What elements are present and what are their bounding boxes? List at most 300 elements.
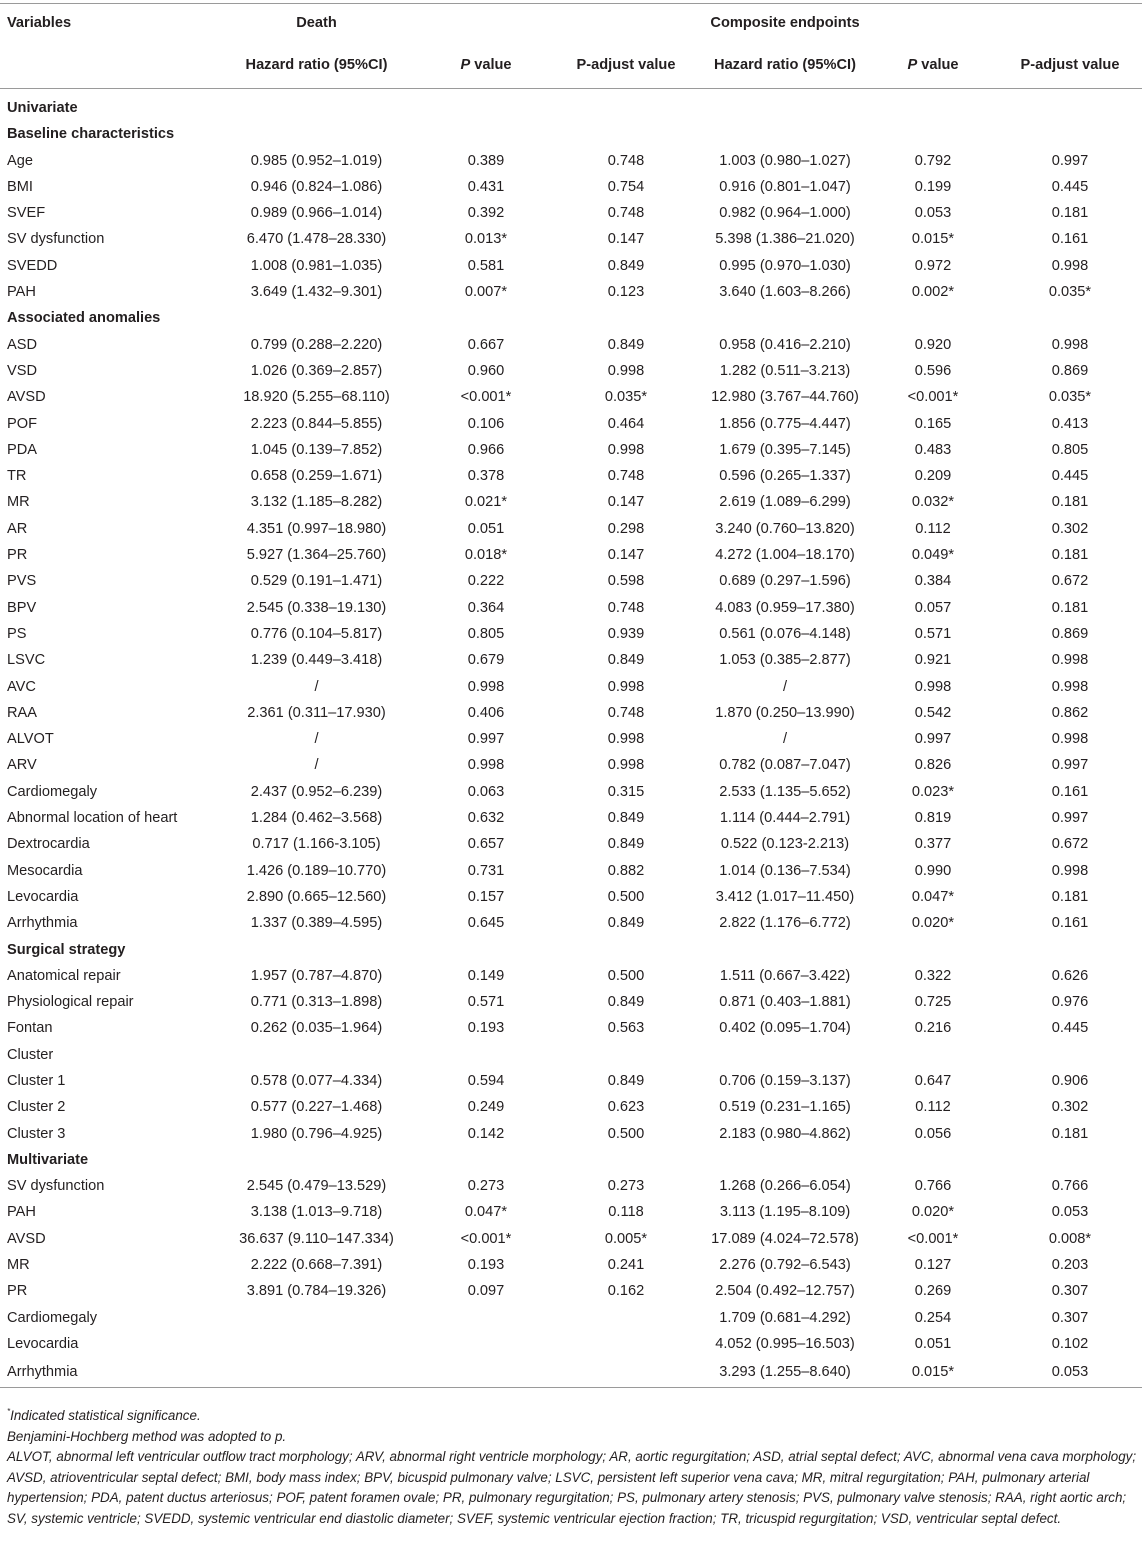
p-italic: P [460, 57, 471, 73]
death-hr-header: Hazard ratio (95%CI) [211, 42, 422, 89]
value-cell: 0.998 [467, 757, 505, 774]
variable-cell: SV dysfunction [7, 231, 105, 248]
value-cell: 2.890 (0.665–12.560) [246, 888, 387, 905]
value-cell: 4.351 (0.997–18.980) [246, 520, 387, 537]
table-row [0, 253, 1142, 279]
footnote-mark: * [7, 1407, 11, 1416]
value-cell: 0.706 (0.159–3.137) [719, 1072, 851, 1089]
section-label: Associated anomalies [7, 310, 161, 327]
value-cell: 0.869 [1051, 625, 1089, 642]
value-cell: 0.118 [608, 1204, 644, 1221]
death-padj-header: P-adjust value [550, 42, 702, 89]
death-header: Death [211, 4, 422, 43]
value-cell: 0.097 [467, 1283, 505, 1300]
value-cell: 0.162 [607, 1283, 645, 1300]
value-cell: 6.470 (1.478–28.330) [246, 231, 387, 248]
composite-padj-header: P-adjust value [998, 42, 1142, 89]
table-row [0, 332, 1142, 358]
value-cell: 0.389 [467, 152, 505, 169]
value-cell: 0.920 [914, 336, 952, 353]
value-cell: 0.990 [914, 862, 952, 879]
table-row [0, 910, 1142, 936]
value-cell: 0.165 [914, 415, 952, 432]
value-cell [211, 1305, 422, 1331]
header-row-groups [0, 4, 1142, 43]
variable-cell: Arrhythmia [7, 915, 78, 932]
section-row [0, 937, 1142, 963]
value-cell: 0.826 [914, 757, 952, 774]
value-cell: 0.053 [998, 1357, 1142, 1388]
section-row [0, 305, 1142, 331]
value-cell: 0.020* [911, 1204, 955, 1221]
value-cell: 0.849 [607, 257, 645, 274]
value-cell: 1.870 (0.250–13.990) [715, 704, 855, 721]
variable-cell: ALVOT [7, 731, 54, 748]
value-cell: 1.014 (0.136–7.534) [719, 862, 851, 879]
value-cell: 2.437 (0.952–6.239) [250, 783, 383, 800]
variable-cell: Mesocardia [7, 862, 83, 879]
section-row [0, 1147, 1142, 1173]
table-row [0, 805, 1142, 831]
value-cell: 0.799 (0.288–2.220) [250, 336, 383, 353]
variable-cell: Cluster 2 [7, 1099, 66, 1116]
value-cell: 3.293 (1.255–8.640) [702, 1357, 868, 1388]
section-row [0, 121, 1142, 147]
variable-cell: Cluster [7, 1046, 54, 1063]
table-row [0, 542, 1142, 568]
value-cell: 0.998 [1051, 652, 1089, 669]
value-cell: 0.123 [607, 284, 645, 301]
value-cell: 0.849 [607, 336, 645, 353]
variable-cell: PR [7, 1283, 28, 1300]
value-cell: 2.222 (0.668–7.391) [250, 1257, 383, 1274]
variable-cell: ARV [7, 757, 37, 774]
value-cell [550, 1042, 702, 1068]
value-cell: 0.819 [914, 810, 952, 827]
value-cell: 0.254 [914, 1309, 952, 1326]
value-cell: 0.645 [467, 915, 505, 932]
value-cell: 0.563 [607, 1020, 645, 1037]
value-cell: 1.709 (0.681–4.292) [719, 1309, 851, 1326]
variable-cell: RAA [7, 704, 38, 721]
value-cell: 0.626 [1051, 967, 1089, 984]
value-cell: 2.545 (0.479–13.529) [246, 1178, 387, 1195]
value-cell: / [314, 731, 319, 748]
value-cell: 0.377 [914, 836, 952, 853]
value-cell: 0.998 [607, 441, 645, 458]
table-row [0, 674, 1142, 700]
value-cell: 0.679 [467, 652, 505, 669]
value-cell: 0.594 [467, 1072, 505, 1089]
value-cell [422, 1042, 550, 1068]
value-cell [211, 1042, 422, 1068]
value-cell: 0.249 [467, 1099, 505, 1116]
value-cell: 0.020* [911, 915, 955, 932]
value-cell: 0.997 [1051, 152, 1089, 169]
value-cell: 2.361 (0.311–17.930) [247, 704, 386, 721]
value-cell: 0.018* [464, 547, 508, 564]
value-cell: 0.307 [1051, 1309, 1089, 1326]
value-cell: 2.545 (0.338–19.130) [246, 599, 387, 616]
table-row [0, 1094, 1142, 1120]
value-cell: 0.035* [1048, 284, 1092, 301]
value-cell: 36.637 (9.110–147.334) [239, 1230, 394, 1247]
value-cell: 0.748 [607, 468, 645, 485]
variable-cell: PDA [7, 441, 38, 458]
value-cell: 0.882 [607, 862, 645, 879]
value-cell: 0.413 [1051, 415, 1089, 432]
value-cell: 0.577 (0.227–1.468) [250, 1099, 383, 1116]
value-cell: 0.998 [467, 678, 505, 695]
variable-cell: LSVC [7, 652, 46, 669]
value-cell: 0.157 [467, 888, 505, 905]
value-cell: 0.053 [914, 205, 952, 222]
table-row [0, 411, 1142, 437]
value-cell: 0.112 [915, 520, 951, 537]
value-cell: 0.181 [1051, 494, 1089, 511]
value-cell: 2.619 (1.089–6.299) [719, 494, 851, 511]
variables-header: Variables [0, 4, 211, 43]
value-cell: / [314, 678, 319, 695]
value-cell: 0.805 [1051, 441, 1089, 458]
value-cell: 0.748 [607, 205, 645, 222]
value-cell: 0.998 [607, 362, 645, 379]
value-cell: 0.302 [1051, 520, 1089, 537]
value-cell: 0.193 [467, 1020, 505, 1037]
variable-cell: ASD [7, 336, 38, 353]
value-cell: 0.013* [464, 231, 508, 248]
value-cell: 0.849 [607, 994, 645, 1011]
value-cell: 2.183 (0.980–4.862) [719, 1125, 851, 1142]
value-cell: 0.598 [607, 573, 645, 590]
value-cell: 0.063 [467, 783, 505, 800]
variable-cell: Anatomical repair [7, 967, 121, 984]
table-row [0, 200, 1142, 226]
value-cell: 0.241 [607, 1257, 645, 1274]
variable-cell: AVSD [7, 389, 46, 406]
value-cell: 0.445 [1051, 178, 1089, 195]
value-cell: 0.519 (0.231–1.165) [719, 1099, 851, 1116]
table-row [0, 148, 1142, 174]
value-cell: 0.181 [1051, 1125, 1089, 1142]
value-cell: 0.985 (0.952–1.019) [250, 152, 383, 169]
value-cell: 1.282 (0.511–3.213) [719, 362, 851, 379]
variable-cell: PR [7, 547, 28, 564]
value-cell: 0.112 [915, 1099, 951, 1116]
value-cell: 0.008* [1048, 1230, 1092, 1247]
value-cell: 0.939 [607, 625, 645, 642]
value-cell: 3.113 (1.195–8.109) [719, 1204, 851, 1221]
value-cell: 0.725 [914, 994, 952, 1011]
variable-cell: Cardiomegaly [7, 1309, 98, 1326]
variable-cell: BMI [7, 178, 33, 195]
value-cell [550, 1331, 702, 1357]
value-cell: 0.161 [1051, 783, 1089, 800]
value-cell: 0.161 [1051, 915, 1089, 932]
value-cell: 0.997 [914, 731, 952, 748]
table-row [0, 568, 1142, 594]
value-cell: 0.766 [914, 1178, 952, 1195]
value-cell: 0.384 [914, 573, 952, 590]
value-cell: 0.748 [607, 599, 645, 616]
value-cell: 0.315 [607, 783, 645, 800]
value-cell: 0.792 [914, 152, 952, 169]
table-row [0, 595, 1142, 621]
value-cell: 0.998 [914, 678, 952, 695]
value-cell: 0.203 [1051, 1257, 1089, 1274]
table-row [0, 384, 1142, 410]
variable-cell: VSD [7, 362, 38, 379]
value-cell: 0.667 [467, 336, 505, 353]
variable-cell: AVC [7, 678, 36, 695]
value-cell: 0.581 [467, 257, 505, 274]
table-row [0, 989, 1142, 1015]
table-row [0, 358, 1142, 384]
variable-cell: Age [7, 152, 33, 169]
value-cell: 2.504 (0.492–12.757) [715, 1283, 855, 1300]
table-row [0, 858, 1142, 884]
variable-cell: Cluster 1 [7, 1072, 66, 1089]
value-cell: 0.571 [467, 994, 505, 1011]
variable-cell: POF [7, 415, 37, 432]
variable-cell: PAH [7, 284, 36, 301]
footnote-abbreviations: ALVOT, abnormal left ventricular outflow tract morphology; ARV, abnormal right ventricle morphology; AR, aortic regurgitation; ASD, atrial septal defect; AVC, abnormal vena cava morphology; AVSD, atrioventricular septal defect; BMI, body mass index; BPV, bicuspid pulmonary valve; LSVC, persistent left superior vena cava; MR, mitral regurgitation; PAH, pulmonary arterial hypertension; PDA, patent ductus arteriosus; POF, patent foramen ovale; PR, pulmonary regurgitation; PS, pulmonary artery stenosis; PVS, pulmonary valve stenosis; RAA, right aortic arch; SV, systemic ventricle; SVEDD, systemic ventricular end diastolic diameter; SVEF, systemic ventricular ejection fraction; TR, tricuspid regurgitation; VSD, ventricular septal defect. [7, 1449, 1137, 1526]
value-cell: 0.998 [1051, 257, 1089, 274]
value-cell: 0.754 [607, 178, 645, 195]
value-cell: 1.856 (0.775–4.447) [719, 415, 851, 432]
value-cell: 1.511 (0.667–3.422) [719, 967, 851, 984]
table-row [0, 463, 1142, 489]
value-cell: 0.862 [1051, 704, 1089, 721]
value-cell: <0.001* [907, 1230, 959, 1247]
value-cell: 0.647 [914, 1072, 952, 1089]
value-cell: 0.578 (0.077–4.334) [250, 1072, 383, 1089]
value-cell: 0.464 [607, 415, 645, 432]
variable-cell: TR [7, 468, 27, 485]
value-cell: 0.771 (0.313–1.898) [250, 994, 383, 1011]
footnotes [7, 1406, 1137, 1529]
footnote-significance: *Indicated statistical significance. [7, 1407, 201, 1423]
value-cell: 0.147 [607, 547, 645, 564]
value-cell: 1.114 (0.444–2.791) [719, 810, 851, 827]
value-cell: 2.223 (0.844–5.855) [250, 415, 383, 432]
value-cell: 0.958 (0.416–2.210) [719, 336, 851, 353]
value-cell: 0.406 [467, 704, 505, 721]
value-cell: 0.689 (0.297–1.596) [719, 573, 851, 590]
table-row [0, 1278, 1142, 1304]
value-cell: 0.273 [467, 1178, 505, 1195]
value-cell: 3.132 (1.185–8.282) [250, 494, 383, 511]
value-cell: 0.672 [1051, 836, 1089, 853]
p-rest: value [917, 57, 959, 73]
value-cell: 1.053 (0.385–2.877) [719, 652, 851, 669]
value-cell: 1.679 (0.395–7.145) [719, 441, 851, 458]
variable-cell: Cluster 3 [7, 1125, 66, 1142]
value-cell: / [314, 757, 319, 774]
value-cell: 0.500 [607, 888, 645, 905]
value-cell: 0.147 [607, 494, 645, 511]
table-row [0, 489, 1142, 515]
value-cell: 0.015* [868, 1357, 998, 1388]
value-cell: 4.052 (0.995–16.503) [715, 1335, 855, 1352]
value-cell: 0.966 [467, 441, 505, 458]
table-row [0, 1305, 1142, 1331]
value-cell: 0.051 [467, 520, 505, 537]
value-cell: 0.672 [1051, 573, 1089, 590]
value-cell: / [782, 731, 788, 748]
value-cell: 4.083 (0.959–17.380) [715, 599, 855, 616]
table-row [0, 752, 1142, 778]
value-cell: 0.805 [467, 625, 505, 642]
value-cell: 1.337 (0.389–4.595) [250, 915, 383, 932]
value-cell: 3.138 (1.013–9.718) [250, 1204, 383, 1221]
value-cell: 0.500 [607, 967, 645, 984]
value-cell: 0.445 [1051, 468, 1089, 485]
section-label: Surgical strategy [7, 941, 126, 958]
value-cell: 0.748 [607, 704, 645, 721]
variable-cell: MR [7, 494, 30, 511]
value-cell: 2.533 (1.135–5.652) [719, 783, 851, 800]
value-cell: 0.960 [467, 362, 505, 379]
table-row [0, 831, 1142, 857]
value-cell: / [782, 678, 788, 695]
value-cell [211, 1357, 422, 1388]
value-cell: 1.268 (0.266–6.054) [719, 1178, 851, 1195]
value-cell: 0.921 [914, 652, 952, 669]
value-cell: 0.906 [1051, 1072, 1089, 1089]
table-row [0, 963, 1142, 989]
value-cell: <0.001* [460, 1230, 512, 1247]
value-cell: 0.871 (0.403–1.881) [719, 994, 851, 1011]
value-cell: 0.053 [1051, 1204, 1089, 1221]
value-cell: 0.976 [1051, 994, 1089, 1011]
value-cell: <0.001* [907, 389, 959, 406]
section-label: Baseline characteristics [7, 126, 175, 143]
value-cell: 0.181 [1051, 599, 1089, 616]
value-cell: 0.658 (0.259–1.671) [250, 468, 383, 485]
table-row [0, 279, 1142, 305]
value-cell: 0.731 [467, 862, 505, 879]
table-row [0, 174, 1142, 200]
value-cell: 1.239 (0.449–3.418) [250, 652, 383, 669]
table-row [0, 1199, 1142, 1225]
value-cell: 0.995 (0.970–1.030) [719, 257, 851, 274]
hazard-ratio-table [0, 3, 1142, 1388]
table-row [0, 1042, 1142, 1068]
table-row [0, 621, 1142, 647]
table-row [0, 1015, 1142, 1041]
value-cell: 0.998 [1051, 731, 1089, 748]
value-cell: 0.147 [607, 231, 645, 248]
p-rest: value [470, 57, 512, 73]
value-cell: 0.998 [1051, 862, 1089, 879]
value-cell [550, 1357, 702, 1388]
variable-cell: AR [7, 520, 28, 537]
table-row [0, 1357, 1142, 1388]
value-cell: 0.322 [914, 967, 952, 984]
value-cell: 0.623 [607, 1099, 645, 1116]
value-cell: 0.982 (0.964–1.000) [719, 205, 851, 222]
value-cell: 0.869 [1051, 362, 1089, 379]
value-cell: 1.026 (0.369–2.857) [250, 362, 383, 379]
value-cell: 0.989 (0.966–1.014) [250, 205, 383, 222]
value-cell: 1.957 (0.787–4.870) [250, 967, 383, 984]
variable-cell: Levocardia [7, 888, 79, 905]
value-cell: 0.209 [914, 468, 952, 485]
value-cell: 1.426 (0.189–10.770) [246, 862, 387, 879]
variable-cell: Abnormal location of heart [7, 810, 178, 827]
value-cell: 0.035* [1048, 389, 1092, 406]
value-cell: 0.717 (1.166-3.105) [252, 836, 381, 853]
value-cell: 0.500 [607, 1125, 645, 1142]
value-cell: 0.032* [911, 494, 955, 511]
composite-p-header [868, 42, 998, 89]
value-cell: 0.051 [914, 1335, 952, 1352]
footnote-bh: Benjamini-Hochberg method was adopted to p. [7, 1428, 287, 1444]
value-cell: 0.998 [607, 678, 645, 695]
value-cell: 2.822 (1.176–6.772) [719, 915, 851, 932]
value-cell: 0.106 [467, 415, 505, 432]
value-cell: 0.302 [1051, 1099, 1089, 1116]
value-cell: 0.849 [607, 1072, 645, 1089]
section-label: Multivariate [7, 1151, 89, 1168]
value-cell: 0.181 [1051, 888, 1089, 905]
value-cell: 0.849 [607, 810, 645, 827]
value-cell: 0.445 [1051, 1020, 1089, 1037]
value-cell: 1.003 (0.980–1.027) [719, 152, 851, 169]
value-cell: 0.997 [467, 731, 505, 748]
value-cell: 0.483 [914, 441, 952, 458]
variable-cell: Dextrocardia [7, 836, 90, 853]
value-cell: 0.529 (0.191–1.471) [250, 573, 383, 590]
value-cell: 0.047* [911, 888, 955, 905]
death-p-header [422, 42, 550, 89]
variable-cell: PS [7, 625, 27, 642]
table-row [0, 1173, 1142, 1199]
variable-cell: PAH [7, 1204, 36, 1221]
variable-cell: Cardiomegaly [7, 783, 98, 800]
value-cell: 0.149 [467, 967, 505, 984]
value-cell: 0.002* [911, 284, 955, 301]
value-cell: 0.596 (0.265–1.337) [719, 468, 851, 485]
value-cell [550, 1305, 702, 1331]
value-cell: 3.649 (1.432–9.301) [250, 284, 383, 301]
table-row [0, 779, 1142, 805]
value-cell: 1.980 (0.796–4.925) [250, 1125, 383, 1142]
value-cell: 0.998 [1051, 336, 1089, 353]
value-cell: 1.284 (0.462–3.568) [250, 810, 383, 827]
variable-cell: Physiological repair [7, 994, 134, 1011]
value-cell: 0.998 [607, 731, 645, 748]
table-row [0, 884, 1142, 910]
value-cell: 0.216 [914, 1020, 952, 1037]
value-cell: 0.199 [914, 178, 952, 195]
value-cell [868, 1042, 998, 1068]
value-cell: 0.193 [467, 1257, 505, 1274]
value-cell: 0.273 [607, 1178, 645, 1195]
value-cell: 0.021* [464, 494, 508, 511]
value-cell: 4.272 (1.004–18.170) [715, 547, 855, 564]
value-cell: 0.378 [467, 468, 505, 485]
value-cell: 0.782 (0.087–7.047) [719, 757, 851, 774]
variable-cell: PVS [7, 573, 37, 590]
value-cell: 0.632 [467, 810, 505, 827]
variable-cell: BPV [7, 599, 37, 616]
value-cell: 5.398 (1.386–21.020) [715, 231, 855, 248]
value-cell: 0.364 [467, 599, 505, 616]
table-row [0, 516, 1142, 542]
value-cell: 0.222 [467, 573, 505, 590]
